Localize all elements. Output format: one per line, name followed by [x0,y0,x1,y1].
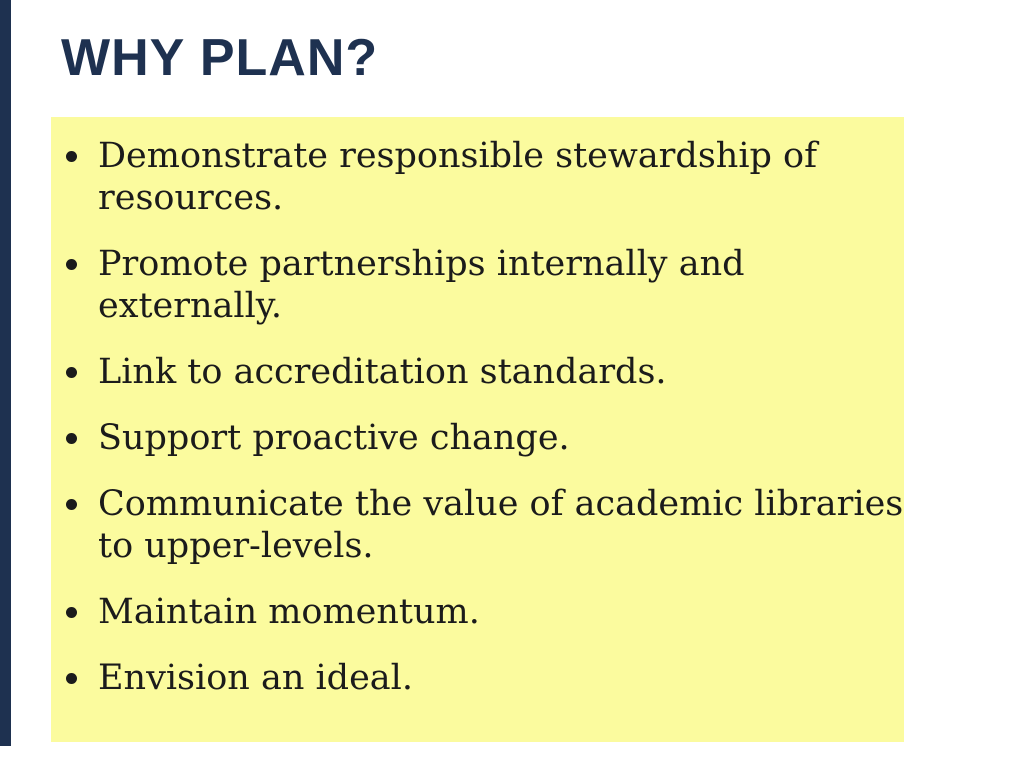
list-item [66,351,896,393]
list-item [66,657,896,699]
slide-title: WHY PLAN? [61,29,379,87]
bullet-icon [66,433,77,444]
bullet-icon [66,499,77,510]
bullet-icon [66,259,77,270]
bullet-text: Promote partnerships internally and externally. [98,244,745,326]
bullet-text: Envision an ideal. [98,658,413,698]
list-item [66,243,896,327]
bullet-panel [51,117,904,742]
bullet-icon [66,607,77,618]
bullet-text: Communicate the value of academic libraries to upper-levels. [98,484,904,566]
bullet-text: Demonstrate responsible stewardship of resources. [98,136,818,218]
list-item [66,417,896,459]
bullet-text: Link to accreditation standards. [98,352,667,392]
bullet-icon [66,151,77,162]
left-accent-bar [0,0,11,746]
bullet-text: Maintain momentum. [98,592,480,632]
bullet-list [66,135,904,699]
list-item [66,135,896,219]
list-item [66,483,904,567]
bullet-text: Support proactive change. [98,418,570,458]
list-item [66,591,896,633]
bullet-icon [66,673,77,684]
bullet-icon [66,367,77,378]
